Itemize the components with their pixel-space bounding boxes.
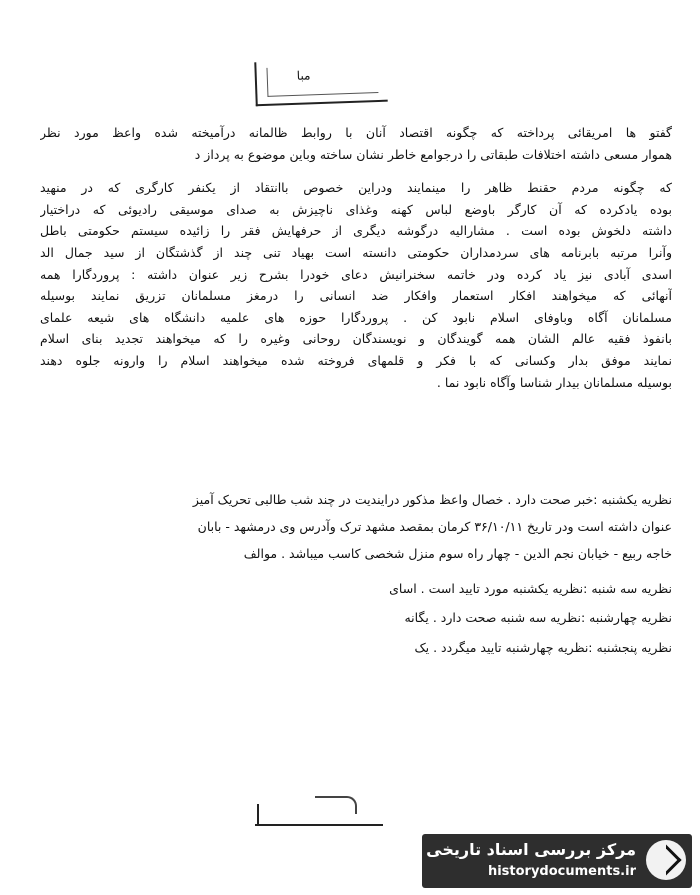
paragraph-gap <box>40 165 672 177</box>
stamp-box <box>266 64 378 97</box>
body-line: بوده یادکرده که آن کارگر باوضع لباس کهنه وغذای ناچیزش به صدای موسیقی رادیوئی که دراختیار <box>40 201 672 217</box>
signature-mark <box>315 796 357 814</box>
note-wednesday: نظریه چهارشنبه :نظریه سه شنبه صحت دارد . یگانه <box>404 610 672 625</box>
body-line: وآنرا مرتبه بابرنامه های سردمداران حکومتی دانسته است بهیاد تنی چند از گذشتگان از سید جمال الد <box>40 244 672 260</box>
header-stamp <box>254 58 387 107</box>
report-body <box>40 122 672 393</box>
note-sunday-address: خاجه ربیع - خیابان نجم الدین - چهار راه سوم منزل شخصی کاسب میباشد . موالف <box>243 546 672 561</box>
note-sunday-cont: عنوان داشته است ودر تاریخ ۳۶/۱۰/۱۱ کرمان بمقصد مشهد ترک وآدرس وی درمشهد - بابان <box>197 519 672 534</box>
watermark-url: historydocuments.ir <box>487 864 636 879</box>
body-line: مسلمانان آگاه وباوفای اسلام نابود کن . پروردگارا حوزه های علمیه دانشگاه های شیعه علمای <box>40 309 672 325</box>
footer-signature-stamp <box>255 788 385 832</box>
body-line: اسدی آبادی نیز یاد کرده ودر خاتمه سخنرانیش دعای خودرا بشرح زیر عنوان داشته : پروردگارا همه <box>40 266 672 282</box>
body-line: گفتو ها امریقائی پرداخته که چگونه اقتصاد آنان با روابط ظالمانه درآمیخته شده واعظ مورد نظر <box>40 125 672 140</box>
body-line: بانفوذ فقیه عالم الشان همه گویندگان و نویسندگان روحانی وغیره را که میخواهند تجدید بنای اسلام <box>40 331 672 347</box>
watermark-title: مرکز بررسی اسناد تاریخی <box>426 840 636 859</box>
body-line: داشته دلخوش بوده است . مشارالیه درگوشه دیگری از حرفهایش فقر را زائیده سیستم حکومتی باطل <box>40 223 672 239</box>
body-line: که چگونه مردم حقنط ظاهر را مینمایند ودراین خصوص باانتقاد از یکنفر کارگری که در منهید <box>40 180 672 196</box>
stamp-base <box>255 824 383 826</box>
body-line: نمایند موفق بدار وکسانی که با فکر و قلمهای فروخته شده میخواهند اسلام را وارونه جلوه دهند <box>40 352 672 368</box>
body-line: بوسیله مسلمانان بیدار شناسا وآگاه نابود نما . <box>436 374 672 390</box>
logo-fold <box>650 844 681 875</box>
body-line: آنهائی که میخواهند افکار استعمار وافکار ضد انسانی را درمغز مسلمانان تزریق نمایند بوسیله <box>40 288 672 304</box>
watermark <box>422 834 692 888</box>
note-tuesday: نظریه سه شنبه :نظریه یکشنبه مورد تایید است . اسای <box>389 581 672 596</box>
stamp-text: مبا <box>296 68 311 83</box>
note-thursday: نظریه پنجشنبه :نظریه چهارشنبه تایید میگردد . یک <box>414 640 672 655</box>
note-sunday: نظریه یکشنبه :خبر صحت دارد . خصال واعظ مذکور درایندیت در چند شب طالبی تحریک آمیز <box>192 492 672 507</box>
archive-logo-icon <box>646 840 686 880</box>
stamp-edge <box>257 804 259 826</box>
body-line: هموار مسعی داشته اختلافات طبقاتی را درجوامع خاطر نشان ساخته وباین موضوع به پرداز د <box>194 146 672 162</box>
